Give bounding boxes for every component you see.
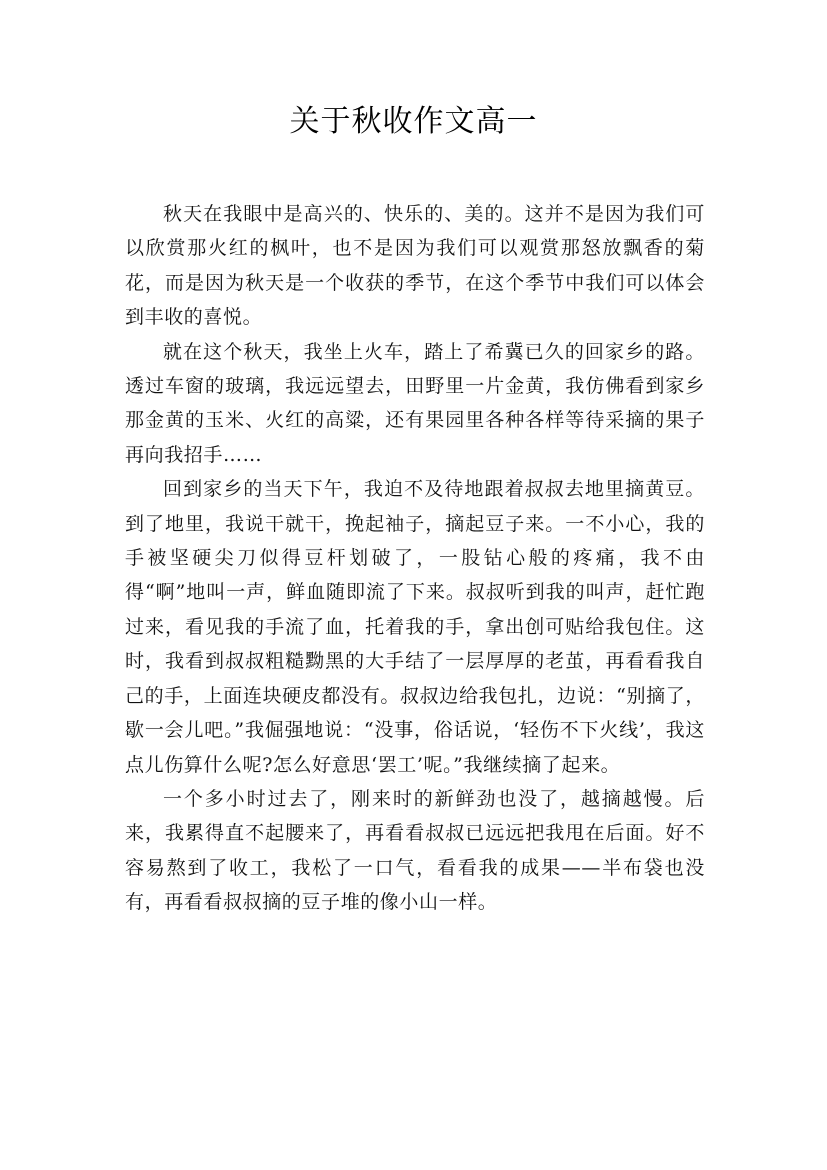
paragraph: 一个多小时过去了，刚来时的新鲜劲也没了，越摘越慢。后来，我累得直不起腰来了，再看看叔叔已远远把我甩在后面。好不容易熬到了收工，我松了一口气，看看我的成果——半布袋也没有，再看看叔叔摘的豆子堆的像小山一样。 <box>125 787 705 914</box>
paragraph: 回到家乡的当天下午，我迫不及待地跟着叔叔去地里摘黄豆。到了地里，我说干就干，挽起袖子，摘起豆子来。一不小心，我的手被坚硬尖刀似得豆杆划破了，一股钻心般的疼痛，我不由得“啊”地叫一声，鲜血随即流了下来。叔叔听到我的叫声，赶忙跑过来，看见我的手流了血，托着我的手，拿出创可贴给我包住。这时，我看到叔叔粗糙黝黑的大手结了一层厚厚的老茧，再看看我自己的手，上面连块硬皮都没有。叔叔边给我包扎，边说：“别摘了，歇一会儿吧。”我倔强地说：“没事，俗话说，‘轻伤不下火线’，我这点儿伤算什么呢?怎么好意思‘罢工’呢。”我继续摘了起来。 <box>125 478 705 776</box>
document-title: 关于秋收作文高一 <box>289 104 538 139</box>
document-body <box>125 197 705 920</box>
paragraph: 就在这个秋天，我坐上火车，踏上了希冀已久的回家乡的路。透过车窗的玻璃，我远远望去，田野里一片金黄，我仿佛看到家乡那金黄的玉米、火红的高粱，还有果园里各种各样等待采摘的果子再向我招手…… <box>125 340 705 466</box>
paragraph: 秋天在我眼中是高兴的、快乐的、美的。这并不是因为我们可以欣赏那火红的枫叶，也不是因为我们可以观赏那怒放飘香的菊花，而是因为秋天是一个收获的季节，在这个季节中我们可以体会到丰收的喜悦。 <box>125 203 705 329</box>
